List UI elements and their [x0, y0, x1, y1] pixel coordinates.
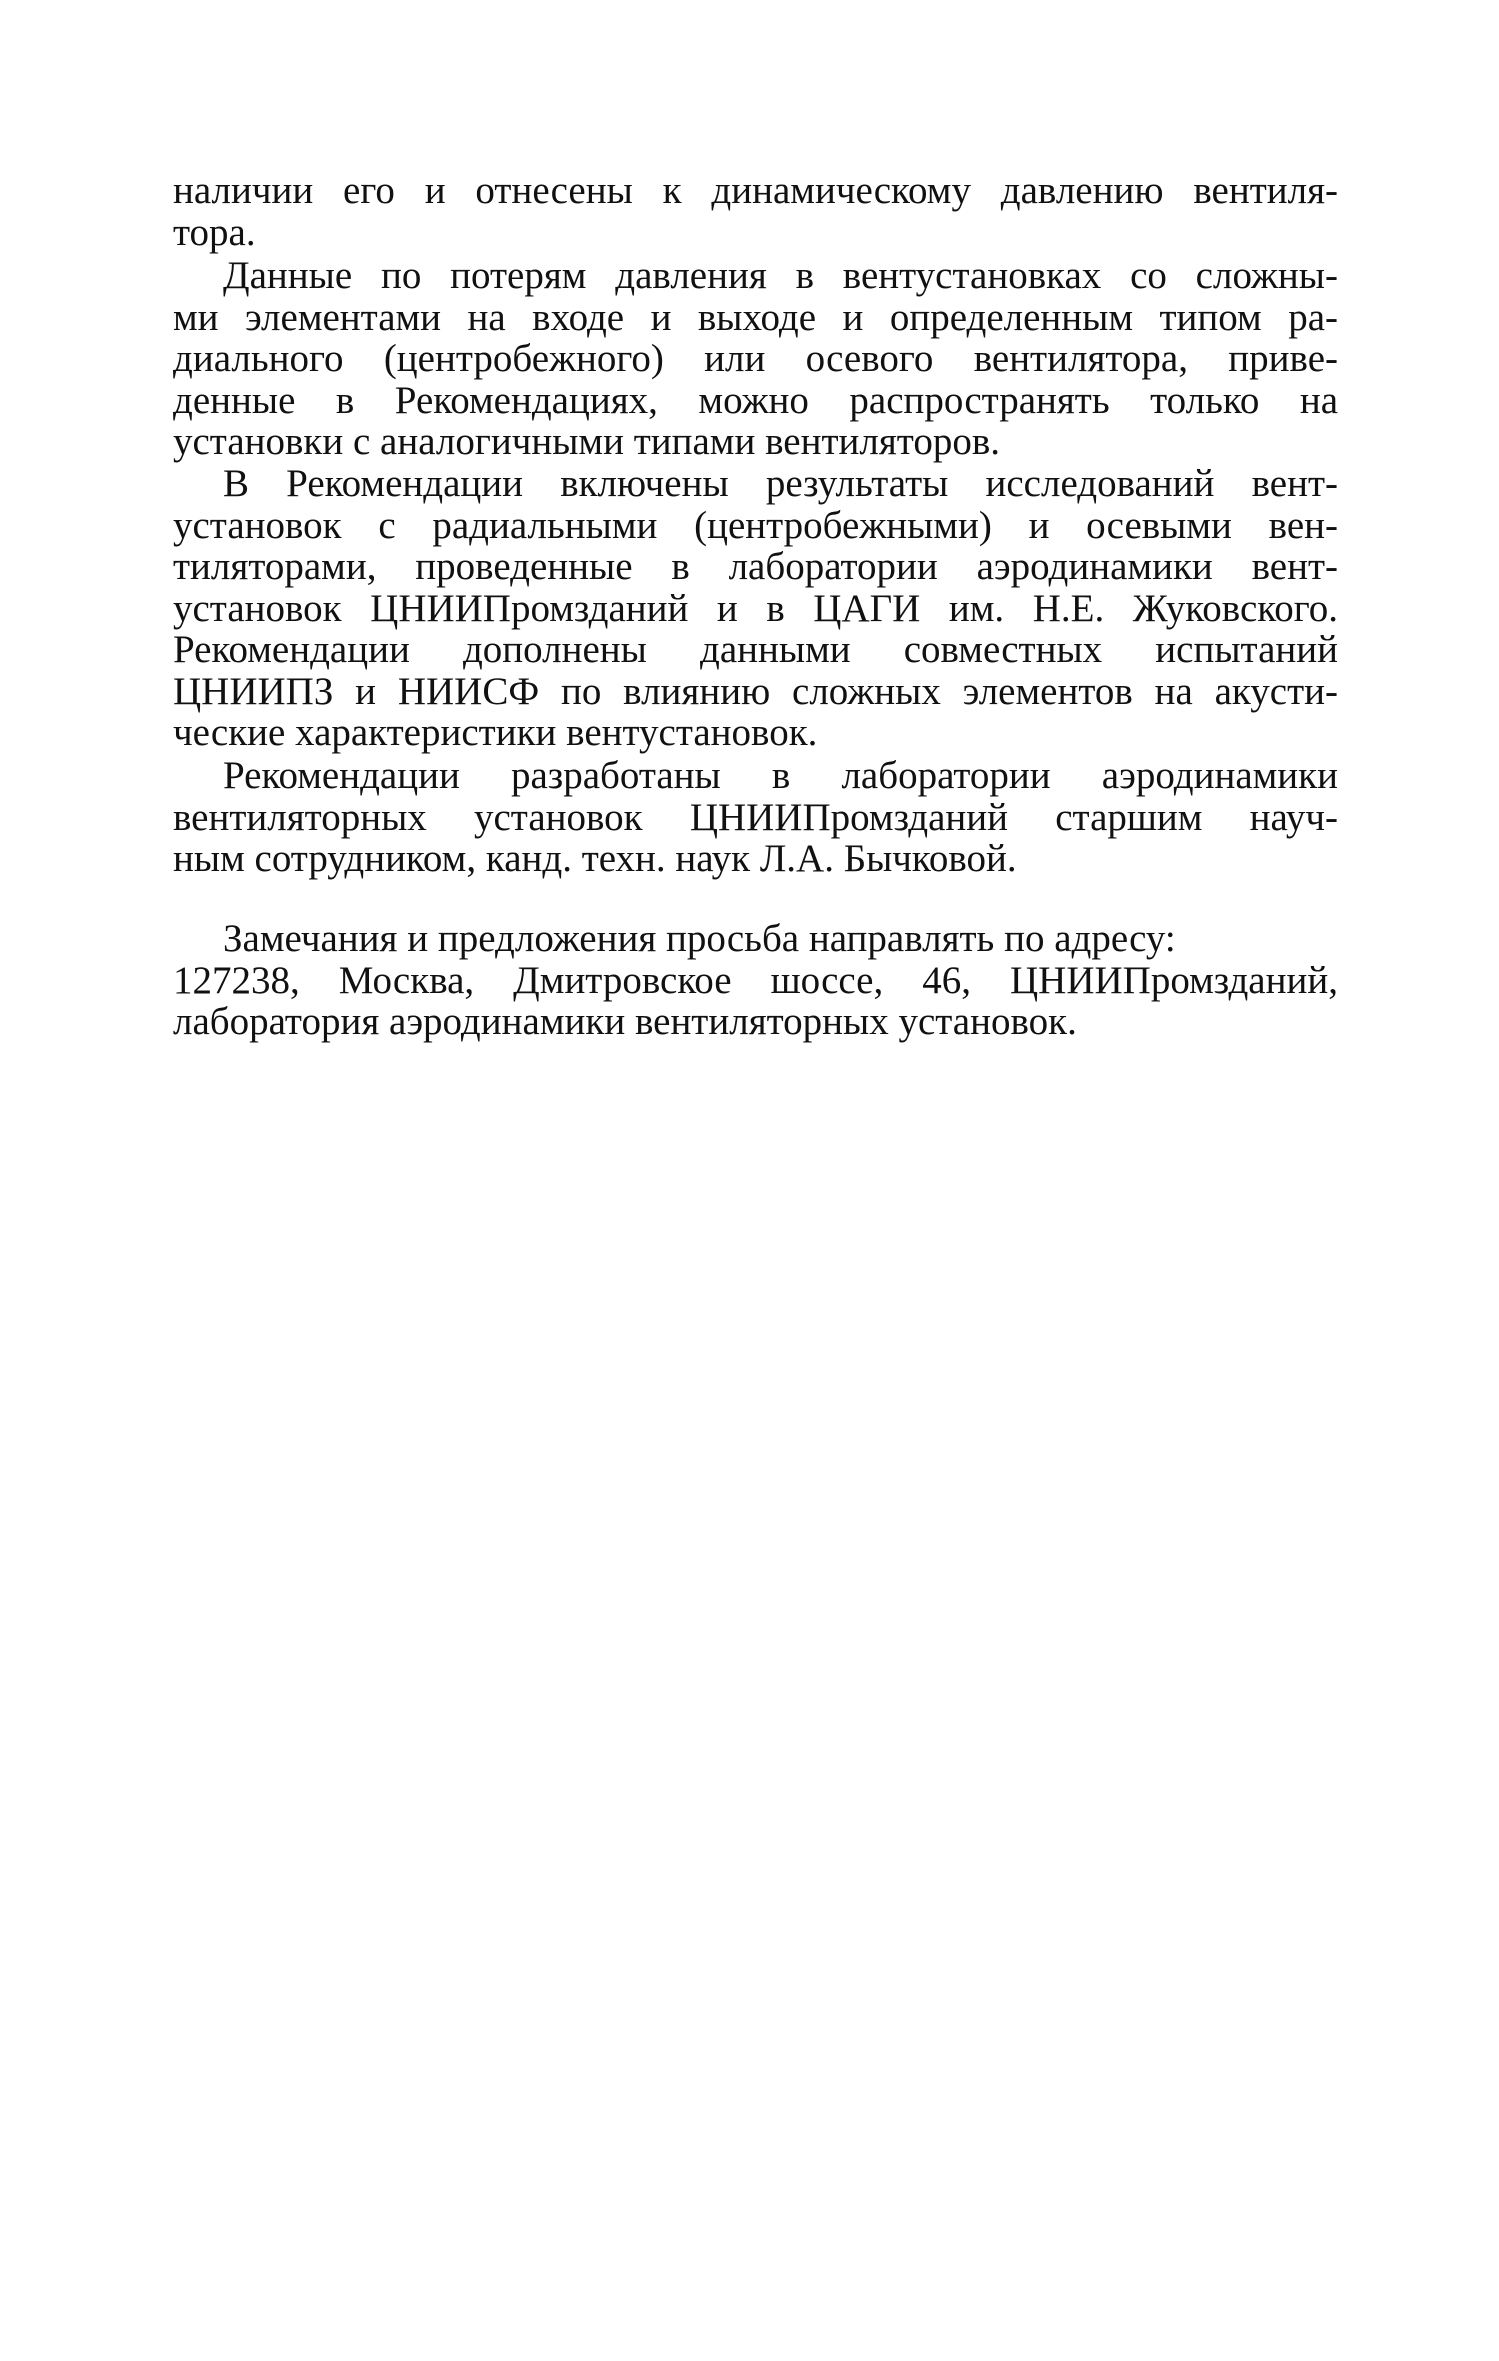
text-line: денные в Рекомендациях, можно распространять только на: [173, 378, 1338, 422]
text-line: установок с радиальными (центробежными) и осевыми вен-: [173, 503, 1338, 547]
text-line: наличии его и отнесены к динамическому давлению вентиля-: [173, 169, 1338, 212]
text-line: Замечания и предложения просьба направлять по адресу:: [223, 917, 1176, 960]
paragraph-3: [173, 463, 1338, 754]
text-line: диального (центробежного) или осевого вентилятора, приве-: [173, 337, 1338, 380]
text-line: лаборатория аэродинамики вентиляторных установок.: [173, 1000, 1077, 1043]
text-line: Рекомендации разработаны в лаборатории аэродинамики: [223, 754, 1338, 797]
text-line: Рекомендации дополнены данными совместных испытаний: [173, 628, 1338, 671]
text-line: установки с аналогичными типами вентиляторов.: [173, 420, 1000, 463]
address-note: [173, 918, 1338, 1043]
text-line: установок ЦНИИПромзданий и в ЦАГИ им. Н.Е. Жуковского.: [173, 586, 1338, 630]
paragraph-4: [173, 755, 1338, 880]
text-line: В Рекомендации включены результаты исследований вент-: [223, 462, 1338, 505]
paragraph-2: [173, 255, 1338, 463]
text-line: ческие характеристики вентустановок.: [173, 711, 818, 754]
text-line: тиляторами, проведенные в лаборатории аэродинамики вент-: [173, 545, 1338, 588]
text-line: ЦНИИПЗ и НИИСФ по влиянию сложных элементов на акусти-: [173, 669, 1338, 713]
text-line: ми элементами на входе и выходе и определенным типом ра-: [173, 295, 1338, 339]
text-line: Данные по потерям давления в вентустановках со сложны-: [223, 254, 1338, 297]
paragraph-1: [173, 170, 1338, 253]
text-line: вентиляторных установок ЦНИИПромзданий старшим науч-: [173, 795, 1338, 839]
text-line: тора.: [173, 210, 256, 254]
text-line: ным сотрудником, канд. техн. наук Л.А. Бычковой.: [173, 837, 1017, 880]
text-line: 127238, Москва, Дмитровское шоссе, 46, ЦНИИПромзданий,: [173, 958, 1338, 1002]
